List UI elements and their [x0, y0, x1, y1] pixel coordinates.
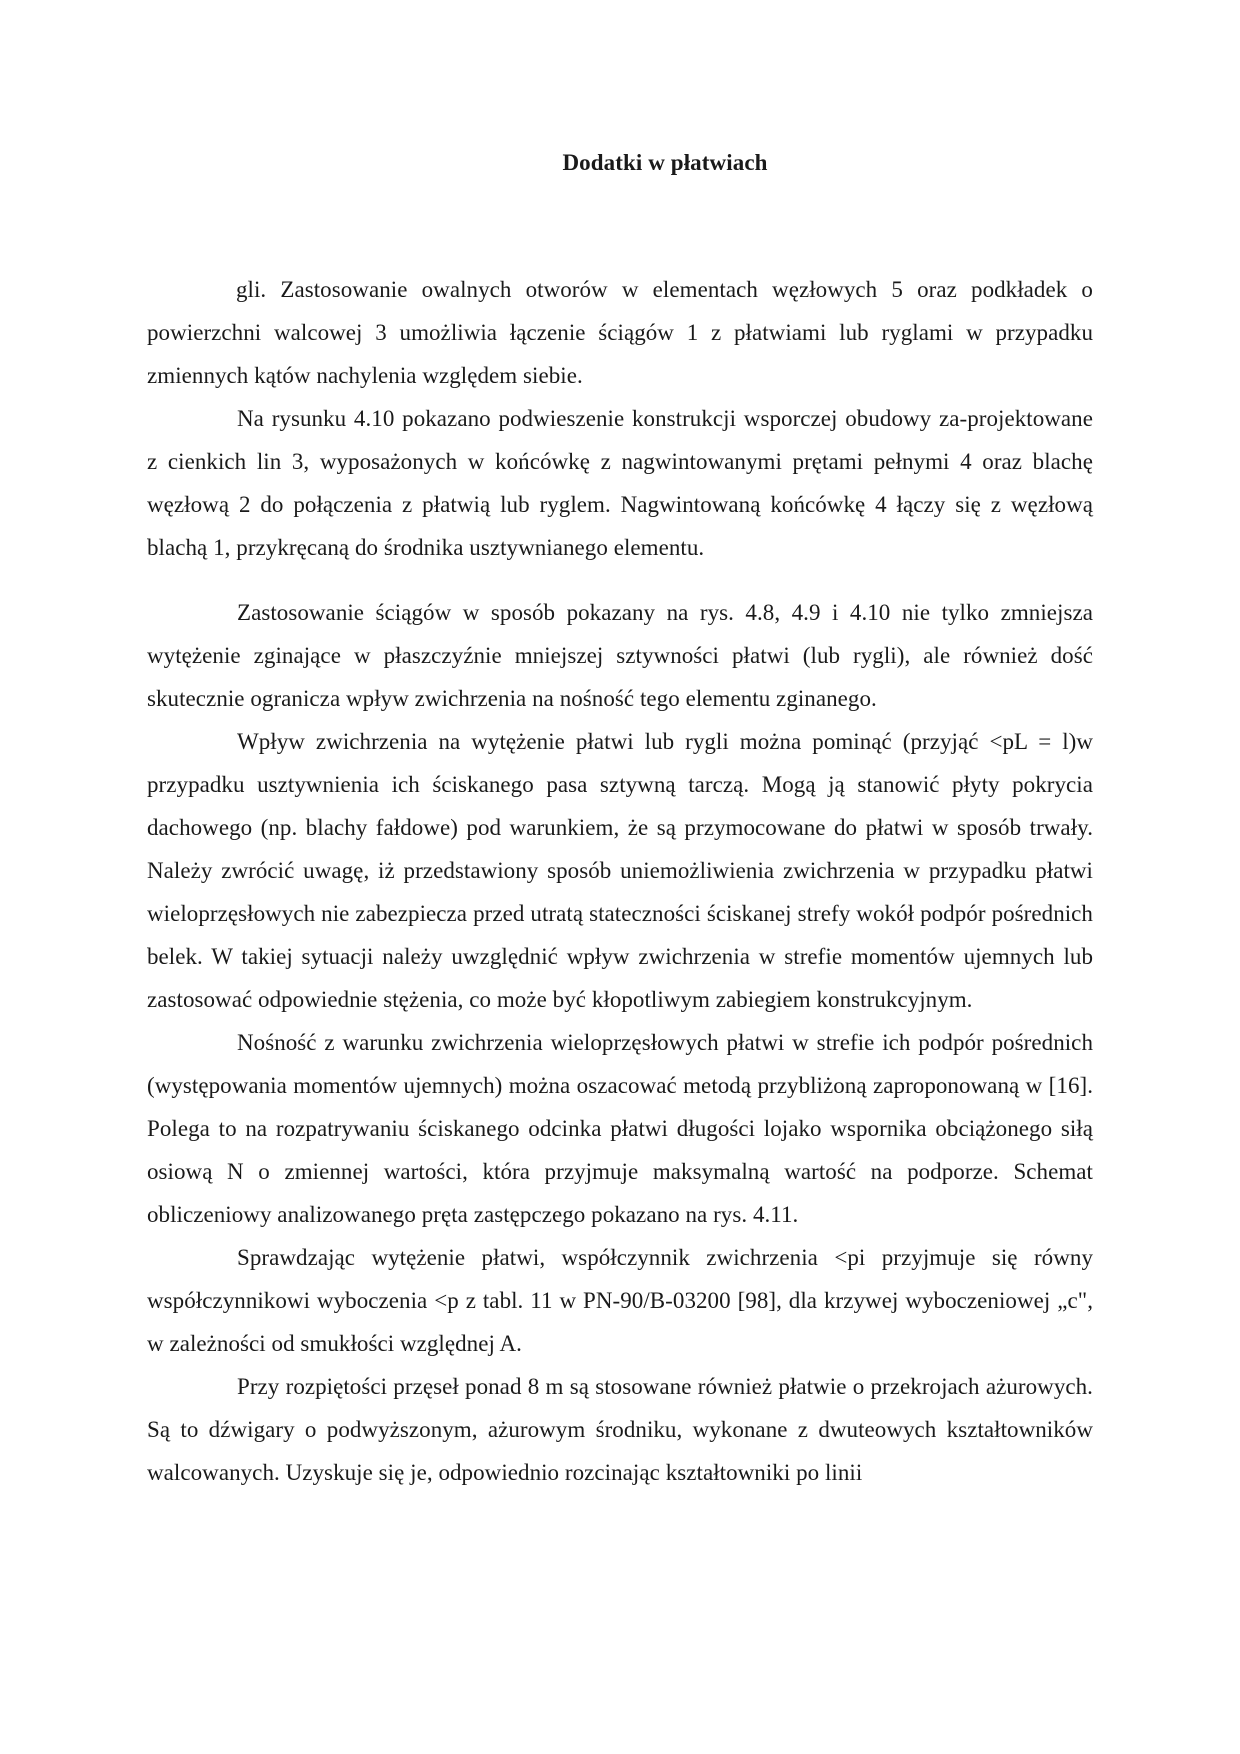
page-title: Dodatki w płatwiach [562, 150, 768, 175]
paragraph-7: Przy rozpiętości przęseł ponad 8 m są stosowane również płatwie o przekrojach ażurowych. Są to dźwigary o podwyższonym, ażurowym środniku, wykonane z dwuteowych kształtowników walcowanych. Uzyskuje się je, odpowiednio rozcinając kształtowniki po linii [147, 1374, 1093, 1485]
document-body [147, 268, 1093, 1494]
paragraph-6: Sprawdzając wytężenie płatwi, współczynnik zwichrzenia <pi przyjmuje się równy współczynnikowi wyboczenia <p z tabl. 11 w PN-90/B-03200 [98], dla krzywej wyboczeniowej „c", w zależności od smukłości względnej A. [147, 1245, 1093, 1356]
paragraph-1: gli. Zastosowanie owalnych otworów w elementach węzłowych 5 oraz podkładek o powierzchni walcowej 3 umożliwia łączenie ściągów 1 z płatwiami lub ryglami w przypadku zmiennych kątów nachylenia względem siebie. [147, 277, 1093, 388]
paragraph-4: Wpływ zwichrzenia na wytężenie płatwi lub rygli można pominąć (przyjąć <pL = l)w przypadku usztywnienia ich ściskanego pasa sztywną tarczą. Mogą ją stanowić płyty pokrycia dachowego (np. blachy fałdowe) pod warunkiem, że są przymocowane do płatwi w sposób trwały. Należy zwrócić uwagę, iż przedstawiony sposób uniemożliwienia zwichrzenia w przypadku płatwi wieloprzęsłowych nie zabezpiecza przed utratą stateczności ściskanej strefy wokół podpór pośrednich belek. W takiej sytuacji należy uwzględnić wpływ zwichrzenia w strefie momentów ujemnych lub zastosować odpowiednie stężenia, co może być kłopotliwym zabiegiem konstrukcyjnym. [147, 729, 1093, 1012]
paragraph-5: Nośność z warunku zwichrzenia wieloprzęsłowych płatwi w strefie ich podpór pośrednich (występowania momentów ujemnych) można oszacować metodą przybliżoną zaproponowaną w [16]. Polega to na rozpatrywaniu ściskanego odcinka płatwi długości lojako wspornika obciążonego siłą osiową N o zmiennej wartości, która przyjmuje maksymalną wartość na podporze. Schemat obliczeniowy analizowanego pręta zastępczego pokazano na rys. 4.11. [147, 1030, 1093, 1227]
paragraph-2: Na rysunku 4.10 pokazano podwieszenie konstrukcji wsporczej obudowy za-projektowane z cienkich lin 3, wyposażonych w końcówkę z nagwintowanymi prętami pełnymi 4 oraz blachę węzłową 2 do połączenia z płatwią lub ryglem. Nagwintowaną końcówkę 4 łączy się z węzłową blachą 1, przykręcaną do środnika usztywnianego elementu. [147, 406, 1093, 560]
paragraph-3: Zastosowanie ściągów w sposób pokazany na rys. 4.8, 4.9 i 4.10 nie tylko zmniejsza wytężenie zginające w płaszczyźnie mniejszej sztywności płatwi (lub rygli), ale również dość skutecznie ogranicza wpływ zwichrzenia na nośność tego elementu zginanego. [147, 600, 1093, 711]
